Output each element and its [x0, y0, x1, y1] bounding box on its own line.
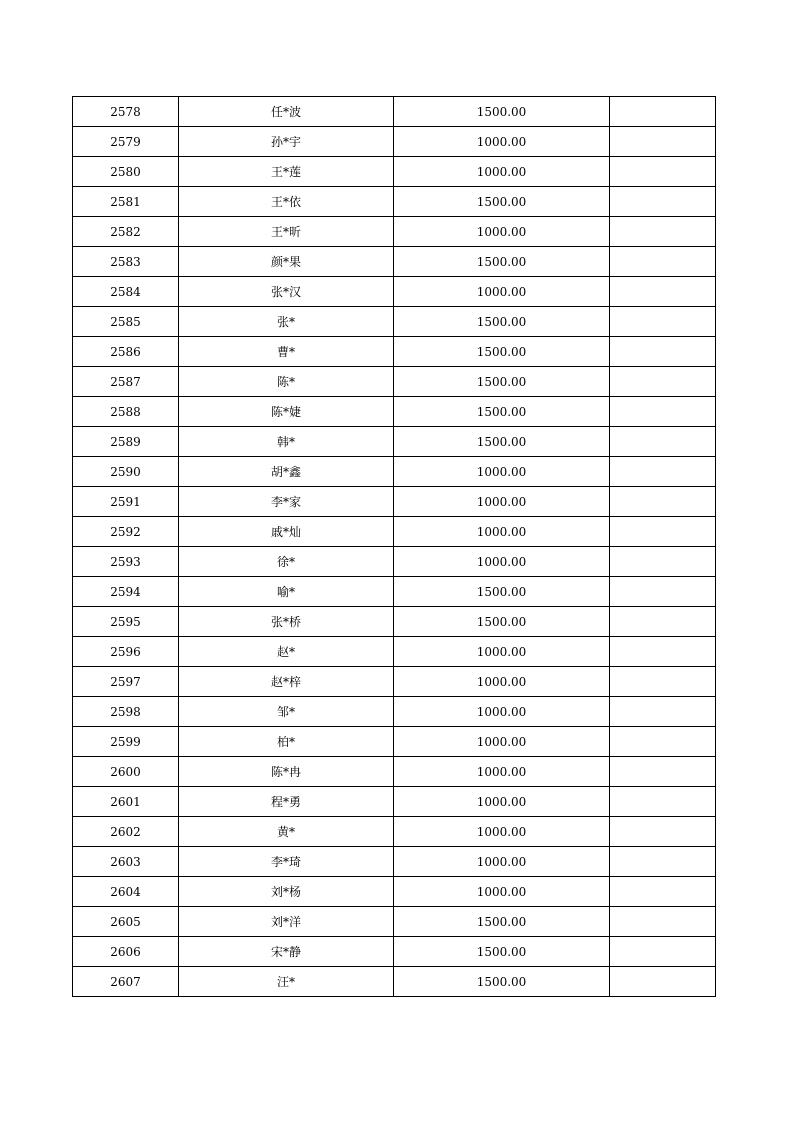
note-cell [610, 757, 716, 787]
row-number-cell: 2592 [73, 517, 179, 547]
name-cell: 胡*鑫 [179, 457, 394, 487]
amount-cell: 1000.00 [394, 157, 610, 187]
amount-cell: 1000.00 [394, 787, 610, 817]
row-number-cell: 2579 [73, 127, 179, 157]
note-cell [610, 967, 716, 997]
table-row [73, 337, 716, 367]
amount-cell: 1500.00 [394, 247, 610, 277]
note-cell [610, 607, 716, 637]
row-number-cell: 2606 [73, 937, 179, 967]
note-cell [610, 667, 716, 697]
note-cell [610, 337, 716, 367]
table-row [73, 757, 716, 787]
note-cell [610, 787, 716, 817]
amount-cell: 1000.00 [394, 697, 610, 727]
row-number-cell: 2582 [73, 217, 179, 247]
amount-cell: 1500.00 [394, 907, 610, 937]
row-number-cell: 2603 [73, 847, 179, 877]
amount-cell: 1000.00 [394, 547, 610, 577]
amount-cell: 1500.00 [394, 307, 610, 337]
table-row [73, 907, 716, 937]
table-row [73, 457, 716, 487]
row-number-cell: 2596 [73, 637, 179, 667]
note-cell [610, 877, 716, 907]
table-row [73, 667, 716, 697]
table-row [73, 97, 716, 127]
name-cell: 曹* [179, 337, 394, 367]
row-number-cell: 2584 [73, 277, 179, 307]
note-cell [610, 277, 716, 307]
note-cell [610, 907, 716, 937]
name-cell: 张*桥 [179, 607, 394, 637]
note-cell [610, 127, 716, 157]
row-number-cell: 2585 [73, 307, 179, 337]
row-number-cell: 2602 [73, 817, 179, 847]
amount-cell: 1000.00 [394, 667, 610, 697]
name-cell: 陈*婕 [179, 397, 394, 427]
table-row [73, 847, 716, 877]
table-row [73, 277, 716, 307]
amount-cell: 1000.00 [394, 877, 610, 907]
table-row [73, 427, 716, 457]
amount-cell: 1500.00 [394, 607, 610, 637]
name-cell: 喻* [179, 577, 394, 607]
note-cell [610, 847, 716, 877]
row-number-cell: 2604 [73, 877, 179, 907]
row-number-cell: 2583 [73, 247, 179, 277]
amount-cell: 1000.00 [394, 517, 610, 547]
roster-table-body [73, 97, 716, 997]
amount-cell: 1500.00 [394, 967, 610, 997]
name-cell: 颜*果 [179, 247, 394, 277]
table-row [73, 937, 716, 967]
note-cell [610, 307, 716, 337]
amount-cell: 1500.00 [394, 367, 610, 397]
amount-cell: 1000.00 [394, 847, 610, 877]
note-cell [610, 457, 716, 487]
row-number-cell: 2597 [73, 667, 179, 697]
row-number-cell: 2601 [73, 787, 179, 817]
name-cell: 韩* [179, 427, 394, 457]
note-cell [610, 367, 716, 397]
amount-cell: 1000.00 [394, 757, 610, 787]
amount-cell: 1000.00 [394, 727, 610, 757]
row-number-cell: 2600 [73, 757, 179, 787]
amount-cell: 1000.00 [394, 277, 610, 307]
table-row [73, 187, 716, 217]
note-cell [610, 397, 716, 427]
name-cell: 戚*灿 [179, 517, 394, 547]
amount-cell: 1500.00 [394, 577, 610, 607]
row-number-cell: 2578 [73, 97, 179, 127]
amount-cell: 1500.00 [394, 397, 610, 427]
table-row [73, 637, 716, 667]
name-cell: 赵* [179, 637, 394, 667]
amount-cell: 1500.00 [394, 97, 610, 127]
amount-cell: 1000.00 [394, 217, 610, 247]
amount-cell: 1000.00 [394, 817, 610, 847]
amount-cell: 1500.00 [394, 937, 610, 967]
name-cell: 孙*宇 [179, 127, 394, 157]
roster-table-container [72, 96, 715, 997]
name-cell: 宋*静 [179, 937, 394, 967]
table-row [73, 217, 716, 247]
name-cell: 黄* [179, 817, 394, 847]
table-row [73, 547, 716, 577]
table-row [73, 817, 716, 847]
table-row [73, 247, 716, 277]
name-cell: 汪* [179, 967, 394, 997]
row-number-cell: 2599 [73, 727, 179, 757]
name-cell: 陈*冉 [179, 757, 394, 787]
row-number-cell: 2587 [73, 367, 179, 397]
name-cell: 刘*洋 [179, 907, 394, 937]
note-cell [610, 577, 716, 607]
table-row [73, 487, 716, 517]
row-number-cell: 2581 [73, 187, 179, 217]
name-cell: 徐* [179, 547, 394, 577]
note-cell [610, 517, 716, 547]
amount-cell: 1000.00 [394, 487, 610, 517]
name-cell: 赵*梓 [179, 667, 394, 697]
note-cell [610, 817, 716, 847]
row-number-cell: 2595 [73, 607, 179, 637]
name-cell: 陈* [179, 367, 394, 397]
table-row [73, 787, 716, 817]
row-number-cell: 2605 [73, 907, 179, 937]
name-cell: 李*琦 [179, 847, 394, 877]
row-number-cell: 2580 [73, 157, 179, 187]
name-cell: 王*莲 [179, 157, 394, 187]
row-number-cell: 2589 [73, 427, 179, 457]
amount-cell: 1500.00 [394, 337, 610, 367]
name-cell: 程*勇 [179, 787, 394, 817]
name-cell: 任*波 [179, 97, 394, 127]
row-number-cell: 2593 [73, 547, 179, 577]
table-row [73, 367, 716, 397]
note-cell [610, 157, 716, 187]
table-row [73, 697, 716, 727]
table-row [73, 577, 716, 607]
amount-cell: 1000.00 [394, 127, 610, 157]
name-cell: 李*家 [179, 487, 394, 517]
name-cell: 邹* [179, 697, 394, 727]
table-row [73, 967, 716, 997]
name-cell: 柏* [179, 727, 394, 757]
amount-cell: 1000.00 [394, 637, 610, 667]
note-cell [610, 697, 716, 727]
roster-table [72, 96, 716, 997]
table-row [73, 607, 716, 637]
name-cell: 张* [179, 307, 394, 337]
note-cell [610, 97, 716, 127]
row-number-cell: 2598 [73, 697, 179, 727]
note-cell [610, 427, 716, 457]
table-row [73, 397, 716, 427]
name-cell: 张*汉 [179, 277, 394, 307]
row-number-cell: 2594 [73, 577, 179, 607]
amount-cell: 1000.00 [394, 457, 610, 487]
table-row [73, 517, 716, 547]
table-row [73, 727, 716, 757]
note-cell [610, 727, 716, 757]
name-cell: 王*依 [179, 187, 394, 217]
note-cell [610, 247, 716, 277]
row-number-cell: 2591 [73, 487, 179, 517]
note-cell [610, 217, 716, 247]
table-row [73, 307, 716, 337]
row-number-cell: 2588 [73, 397, 179, 427]
amount-cell: 1500.00 [394, 187, 610, 217]
table-row [73, 127, 716, 157]
row-number-cell: 2590 [73, 457, 179, 487]
name-cell: 刘*杨 [179, 877, 394, 907]
note-cell [610, 547, 716, 577]
row-number-cell: 2607 [73, 967, 179, 997]
name-cell: 王*昕 [179, 217, 394, 247]
note-cell [610, 637, 716, 667]
note-cell [610, 187, 716, 217]
note-cell [610, 487, 716, 517]
table-row [73, 157, 716, 187]
amount-cell: 1500.00 [394, 427, 610, 457]
note-cell [610, 937, 716, 967]
table-row [73, 877, 716, 907]
row-number-cell: 2586 [73, 337, 179, 367]
